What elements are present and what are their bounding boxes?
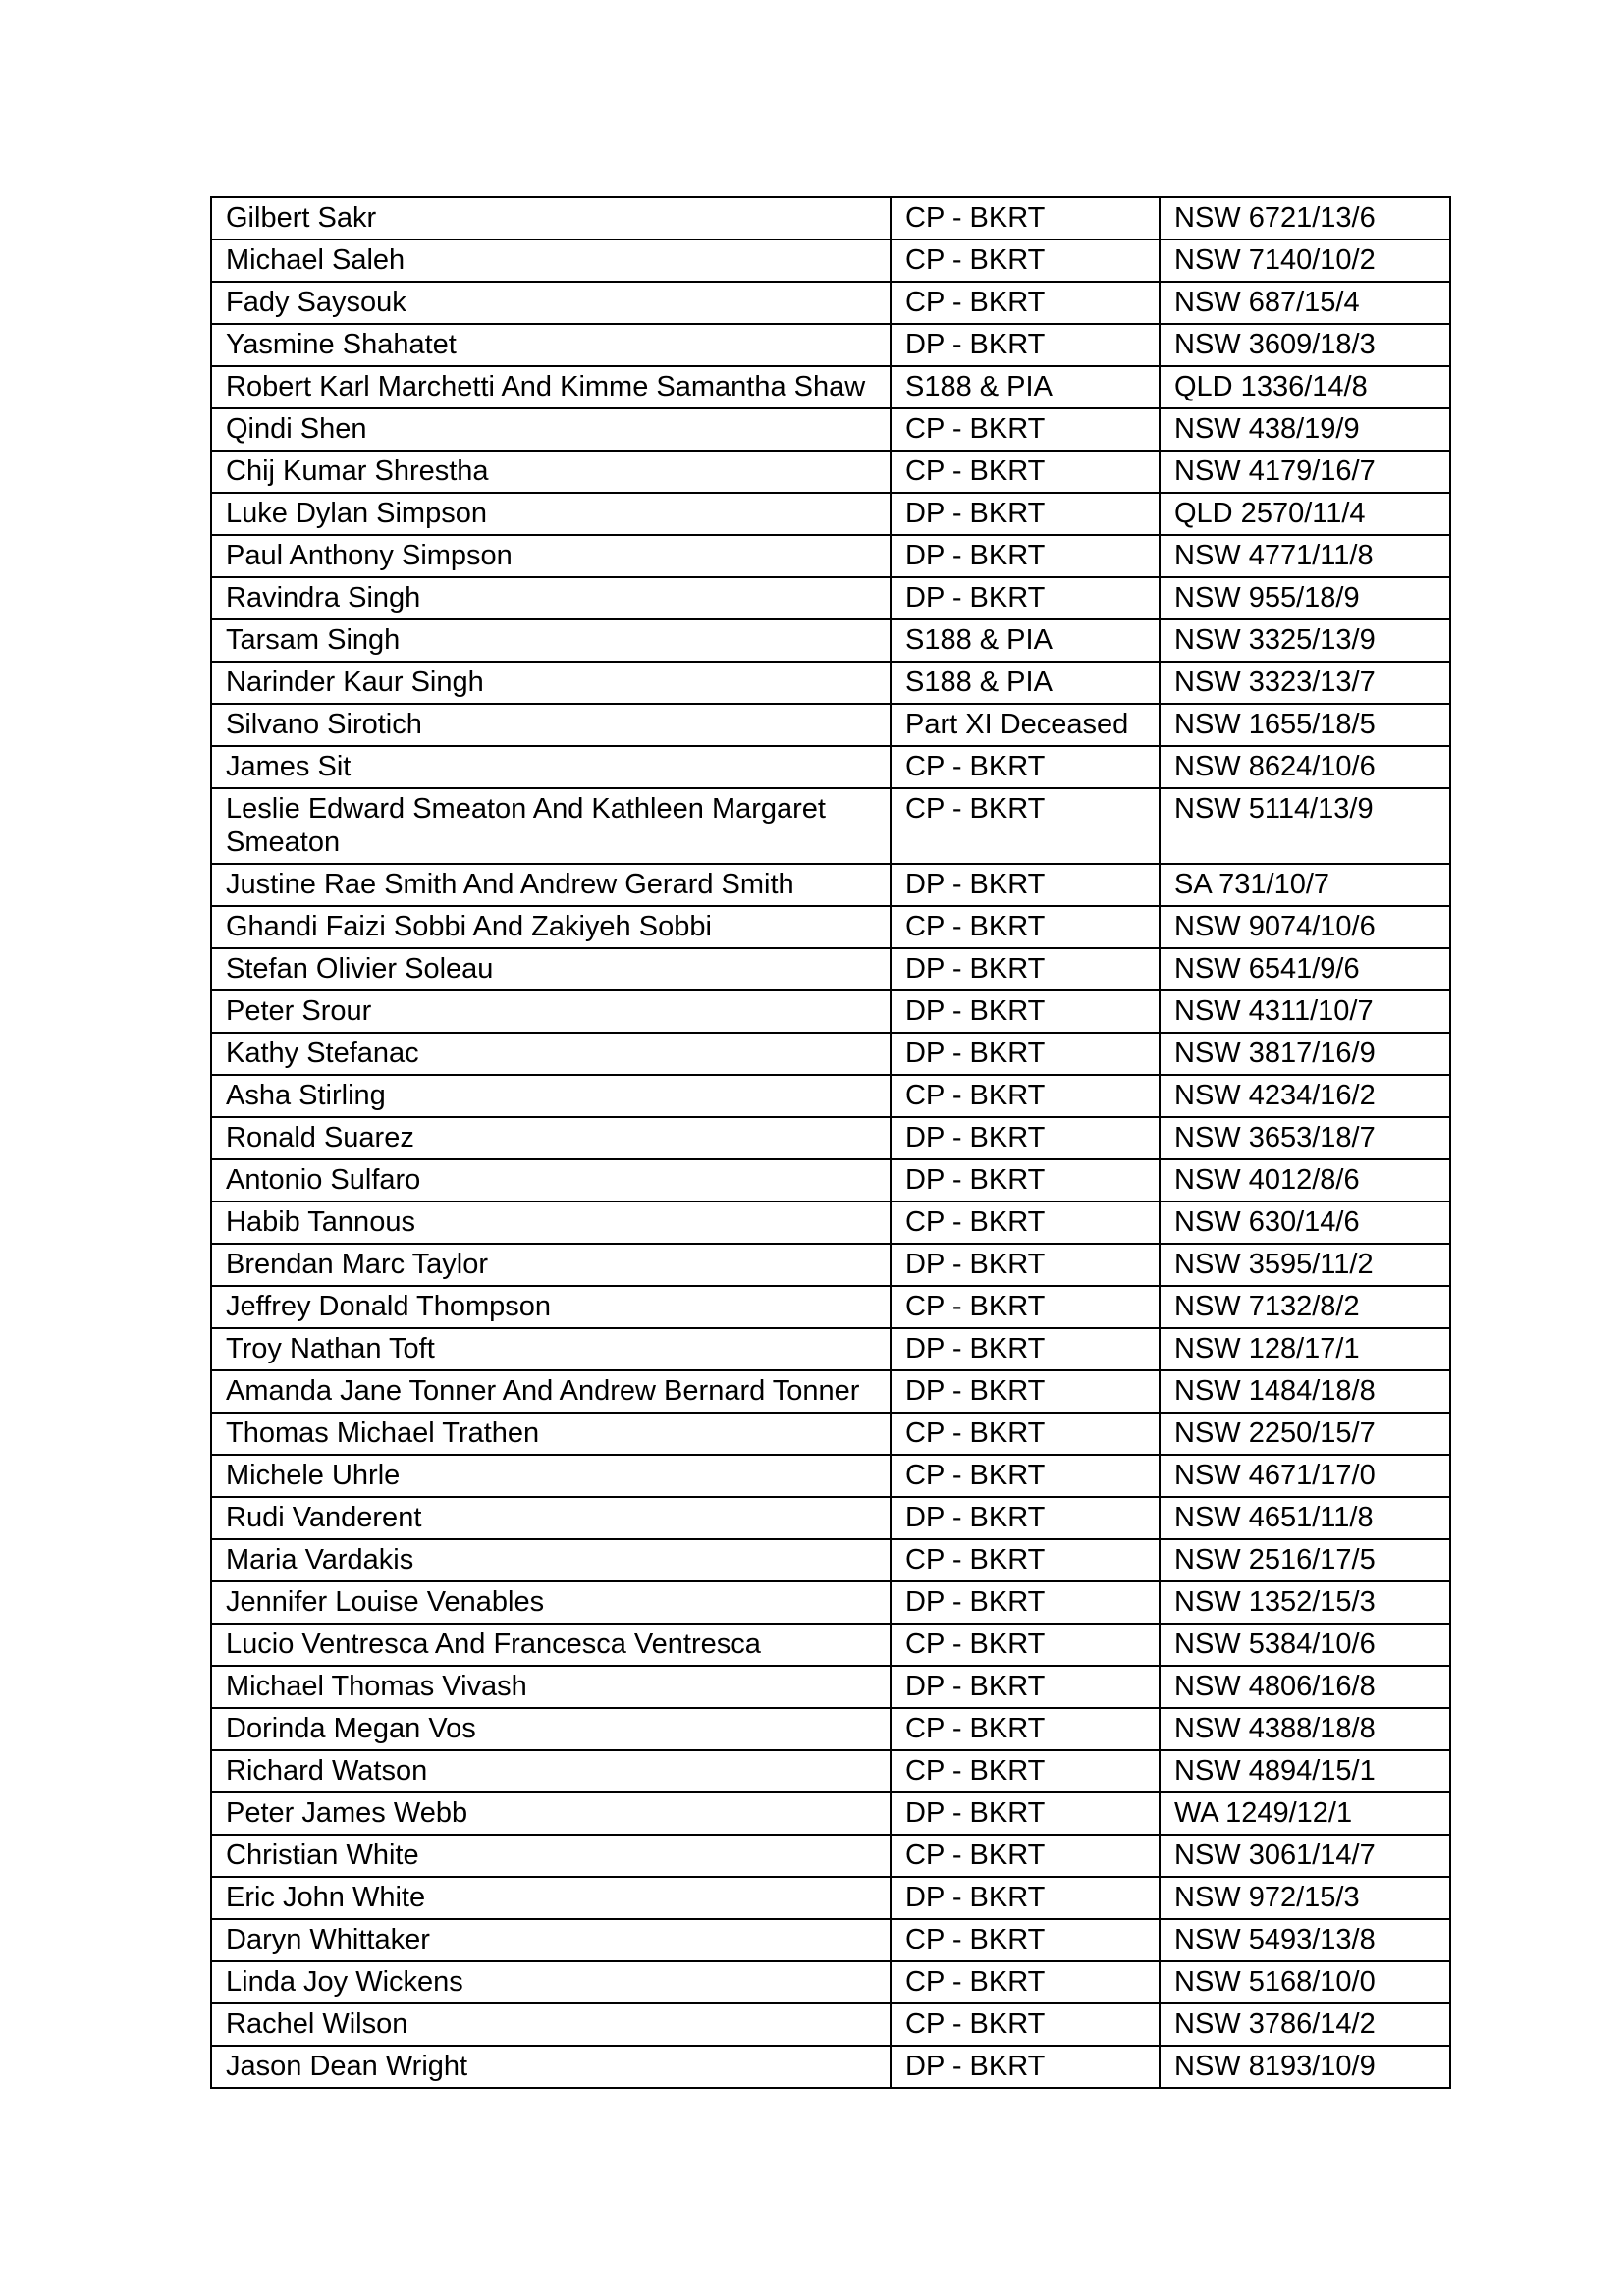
table-row xyxy=(211,1961,1450,2003)
name-cell: Thomas Michael Trathen xyxy=(211,1413,891,1455)
name-cell: Justine Rae Smith And Andrew Gerard Smith xyxy=(211,864,891,906)
table-row xyxy=(211,577,1450,619)
table-row xyxy=(211,1792,1450,1835)
table-row xyxy=(211,1075,1450,1117)
table-row xyxy=(211,1328,1450,1370)
type-cell: Part XI Deceased xyxy=(891,704,1160,746)
table-row xyxy=(211,493,1450,535)
reference-cell: NSW 4894/15/1 xyxy=(1160,1750,1450,1792)
name-cell: Rachel Wilson xyxy=(211,2003,891,2046)
name-cell: Amanda Jane Tonner And Andrew Bernard Tonner xyxy=(211,1370,891,1413)
reference-cell: SA 731/10/7 xyxy=(1160,864,1450,906)
type-cell: S188 & PIA xyxy=(891,662,1160,704)
type-cell: DP - BKRT xyxy=(891,1328,1160,1370)
table-row xyxy=(211,662,1450,704)
type-cell: CP - BKRT xyxy=(891,408,1160,451)
reference-cell: NSW 438/19/9 xyxy=(1160,408,1450,451)
name-cell: Fady Saysouk xyxy=(211,282,891,324)
reference-cell: NSW 8193/10/9 xyxy=(1160,2046,1450,2088)
reference-cell: NSW 3817/16/9 xyxy=(1160,1033,1450,1075)
name-cell: Brendan Marc Taylor xyxy=(211,1244,891,1286)
reference-cell: NSW 6721/13/6 xyxy=(1160,197,1450,240)
name-cell: Ravindra Singh xyxy=(211,577,891,619)
table-row xyxy=(211,324,1450,366)
reference-cell: NSW 3653/18/7 xyxy=(1160,1117,1450,1159)
table-row xyxy=(211,1201,1450,1244)
reference-cell: NSW 4651/11/8 xyxy=(1160,1497,1450,1539)
name-cell: James Sit xyxy=(211,746,891,788)
table-row xyxy=(211,619,1450,662)
reference-cell: NSW 4234/16/2 xyxy=(1160,1075,1450,1117)
type-cell: CP - BKRT xyxy=(891,1835,1160,1877)
reference-cell: NSW 4012/8/6 xyxy=(1160,1159,1450,1201)
reference-cell: NSW 1484/18/8 xyxy=(1160,1370,1450,1413)
type-cell: S188 & PIA xyxy=(891,619,1160,662)
type-cell: DP - BKRT xyxy=(891,1117,1160,1159)
table-row xyxy=(211,1159,1450,1201)
type-cell: DP - BKRT xyxy=(891,1497,1160,1539)
name-cell: Ghandi Faizi Sobbi And Zakiyeh Sobbi xyxy=(211,906,891,948)
type-cell: DP - BKRT xyxy=(891,1370,1160,1413)
reference-cell: QLD 2570/11/4 xyxy=(1160,493,1450,535)
name-cell: Chij Kumar Shrestha xyxy=(211,451,891,493)
reference-cell: NSW 3595/11/2 xyxy=(1160,1244,1450,1286)
table-row xyxy=(211,1666,1450,1708)
type-cell: CP - BKRT xyxy=(891,1201,1160,1244)
table-row xyxy=(211,1455,1450,1497)
type-cell: DP - BKRT xyxy=(891,1792,1160,1835)
reference-cell: NSW 972/15/3 xyxy=(1160,1877,1450,1919)
table-row xyxy=(211,1370,1450,1413)
reference-cell: NSW 4771/11/8 xyxy=(1160,535,1450,577)
reference-cell: NSW 7140/10/2 xyxy=(1160,240,1450,282)
type-cell: DP - BKRT xyxy=(891,1033,1160,1075)
name-cell: Paul Anthony Simpson xyxy=(211,535,891,577)
type-cell: DP - BKRT xyxy=(891,577,1160,619)
table-row xyxy=(211,1413,1450,1455)
type-cell: DP - BKRT xyxy=(891,948,1160,990)
table-row xyxy=(211,746,1450,788)
reference-cell: NSW 128/17/1 xyxy=(1160,1328,1450,1370)
type-cell: DP - BKRT xyxy=(891,1877,1160,1919)
table-row xyxy=(211,1497,1450,1539)
type-cell: CP - BKRT xyxy=(891,1539,1160,1581)
name-cell: Gilbert Sakr xyxy=(211,197,891,240)
name-cell: Habib Tannous xyxy=(211,1201,891,1244)
name-cell: Kathy Stefanac xyxy=(211,1033,891,1075)
table-row xyxy=(211,1919,1450,1961)
reference-cell: NSW 630/14/6 xyxy=(1160,1201,1450,1244)
name-cell: Jason Dean Wright xyxy=(211,2046,891,2088)
name-cell: Luke Dylan Simpson xyxy=(211,493,891,535)
name-cell: Eric John White xyxy=(211,1877,891,1919)
reference-cell: NSW 6541/9/6 xyxy=(1160,948,1450,990)
reference-cell: WA 1249/12/1 xyxy=(1160,1792,1450,1835)
name-cell: Silvano Sirotich xyxy=(211,704,891,746)
name-cell: Michele Uhrle xyxy=(211,1455,891,1497)
type-cell: CP - BKRT xyxy=(891,282,1160,324)
table-row xyxy=(211,451,1450,493)
table-row xyxy=(211,2003,1450,2046)
name-cell: Asha Stirling xyxy=(211,1075,891,1117)
reference-cell: NSW 2250/15/7 xyxy=(1160,1413,1450,1455)
type-cell: CP - BKRT xyxy=(891,2003,1160,2046)
reference-cell: NSW 8624/10/6 xyxy=(1160,746,1450,788)
name-cell: Jennifer Louise Venables xyxy=(211,1581,891,1624)
name-cell: Rudi Vanderent xyxy=(211,1497,891,1539)
table-row xyxy=(211,282,1450,324)
type-cell: DP - BKRT xyxy=(891,324,1160,366)
table-row xyxy=(211,408,1450,451)
name-cell: Stefan Olivier Soleau xyxy=(211,948,891,990)
reference-cell: NSW 3609/18/3 xyxy=(1160,324,1450,366)
reference-cell: NSW 4671/17/0 xyxy=(1160,1455,1450,1497)
type-cell: S188 & PIA xyxy=(891,366,1160,408)
type-cell: CP - BKRT xyxy=(891,240,1160,282)
table-row xyxy=(211,1750,1450,1792)
table-row xyxy=(211,788,1450,864)
type-cell: DP - BKRT xyxy=(891,990,1160,1033)
reference-cell: QLD 1336/14/8 xyxy=(1160,366,1450,408)
type-cell: CP - BKRT xyxy=(891,1455,1160,1497)
table-row xyxy=(211,948,1450,990)
name-cell: Ronald Suarez xyxy=(211,1117,891,1159)
name-cell: Tarsam Singh xyxy=(211,619,891,662)
reference-cell: NSW 4179/16/7 xyxy=(1160,451,1450,493)
name-cell: Troy Nathan Toft xyxy=(211,1328,891,1370)
name-cell: Dorinda Megan Vos xyxy=(211,1708,891,1750)
reference-cell: NSW 1655/18/5 xyxy=(1160,704,1450,746)
table-row xyxy=(211,704,1450,746)
reference-cell: NSW 3786/14/2 xyxy=(1160,2003,1450,2046)
name-cell: Richard Watson xyxy=(211,1750,891,1792)
table-row xyxy=(211,2046,1450,2088)
name-cell: Leslie Edward Smeaton And Kathleen Margaret Smeaton xyxy=(211,788,891,864)
type-cell: DP - BKRT xyxy=(891,864,1160,906)
name-cell: Robert Karl Marchetti And Kimme Samantha Shaw xyxy=(211,366,891,408)
type-cell: CP - BKRT xyxy=(891,1624,1160,1666)
type-cell: DP - BKRT xyxy=(891,1159,1160,1201)
name-cell: Peter Srour xyxy=(211,990,891,1033)
table-row xyxy=(211,1539,1450,1581)
table-row xyxy=(211,864,1450,906)
type-cell: CP - BKRT xyxy=(891,906,1160,948)
name-cell: Maria Vardakis xyxy=(211,1539,891,1581)
name-cell: Antonio Sulfaro xyxy=(211,1159,891,1201)
table-row xyxy=(211,906,1450,948)
type-cell: CP - BKRT xyxy=(891,451,1160,493)
type-cell: DP - BKRT xyxy=(891,1244,1160,1286)
name-cell: Michael Thomas Vivash xyxy=(211,1666,891,1708)
records-table xyxy=(210,196,1451,2089)
table-row xyxy=(211,1581,1450,1624)
reference-cell: NSW 9074/10/6 xyxy=(1160,906,1450,948)
table-row xyxy=(211,1117,1450,1159)
type-cell: CP - BKRT xyxy=(891,1075,1160,1117)
table-row xyxy=(211,1033,1450,1075)
reference-cell: NSW 5493/13/8 xyxy=(1160,1919,1450,1961)
name-cell: Christian White xyxy=(211,1835,891,1877)
reference-cell: NSW 3323/13/7 xyxy=(1160,662,1450,704)
reference-cell: NSW 3061/14/7 xyxy=(1160,1835,1450,1877)
name-cell: Linda Joy Wickens xyxy=(211,1961,891,2003)
reference-cell: NSW 7132/8/2 xyxy=(1160,1286,1450,1328)
type-cell: CP - BKRT xyxy=(891,788,1160,864)
type-cell: CP - BKRT xyxy=(891,1286,1160,1328)
table-row xyxy=(211,1286,1450,1328)
name-cell: Narinder Kaur Singh xyxy=(211,662,891,704)
type-cell: CP - BKRT xyxy=(891,746,1160,788)
table-row xyxy=(211,197,1450,240)
table-row xyxy=(211,240,1450,282)
reference-cell: NSW 4311/10/7 xyxy=(1160,990,1450,1033)
name-cell: Lucio Ventresca And Francesca Ventresca xyxy=(211,1624,891,1666)
reference-cell: NSW 2516/17/5 xyxy=(1160,1539,1450,1581)
reference-cell: NSW 5384/10/6 xyxy=(1160,1624,1450,1666)
table-row xyxy=(211,1708,1450,1750)
reference-cell: NSW 3325/13/9 xyxy=(1160,619,1450,662)
name-cell: Peter James Webb xyxy=(211,1792,891,1835)
table-row xyxy=(211,1624,1450,1666)
table-row xyxy=(211,366,1450,408)
name-cell: Daryn Whittaker xyxy=(211,1919,891,1961)
type-cell: DP - BKRT xyxy=(891,2046,1160,2088)
type-cell: CP - BKRT xyxy=(891,1919,1160,1961)
table-row xyxy=(211,535,1450,577)
type-cell: DP - BKRT xyxy=(891,535,1160,577)
type-cell: CP - BKRT xyxy=(891,1413,1160,1455)
reference-cell: NSW 687/15/4 xyxy=(1160,282,1450,324)
reference-cell: NSW 1352/15/3 xyxy=(1160,1581,1450,1624)
table-row xyxy=(211,1244,1450,1286)
reference-cell: NSW 5168/10/0 xyxy=(1160,1961,1450,2003)
name-cell: Qindi Shen xyxy=(211,408,891,451)
reference-cell: NSW 4388/18/8 xyxy=(1160,1708,1450,1750)
name-cell: Yasmine Shahatet xyxy=(211,324,891,366)
records-table-body xyxy=(211,197,1450,2088)
type-cell: CP - BKRT xyxy=(891,1708,1160,1750)
type-cell: CP - BKRT xyxy=(891,1750,1160,1792)
name-cell: Michael Saleh xyxy=(211,240,891,282)
type-cell: DP - BKRT xyxy=(891,1666,1160,1708)
table-row xyxy=(211,1877,1450,1919)
reference-cell: NSW 5114/13/9 xyxy=(1160,788,1450,864)
type-cell: DP - BKRT xyxy=(891,493,1160,535)
reference-cell: NSW 955/18/9 xyxy=(1160,577,1450,619)
table-row xyxy=(211,990,1450,1033)
type-cell: CP - BKRT xyxy=(891,197,1160,240)
table-row xyxy=(211,1835,1450,1877)
name-cell: Jeffrey Donald Thompson xyxy=(211,1286,891,1328)
type-cell: CP - BKRT xyxy=(891,1961,1160,2003)
reference-cell: NSW 4806/16/8 xyxy=(1160,1666,1450,1708)
type-cell: DP - BKRT xyxy=(891,1581,1160,1624)
